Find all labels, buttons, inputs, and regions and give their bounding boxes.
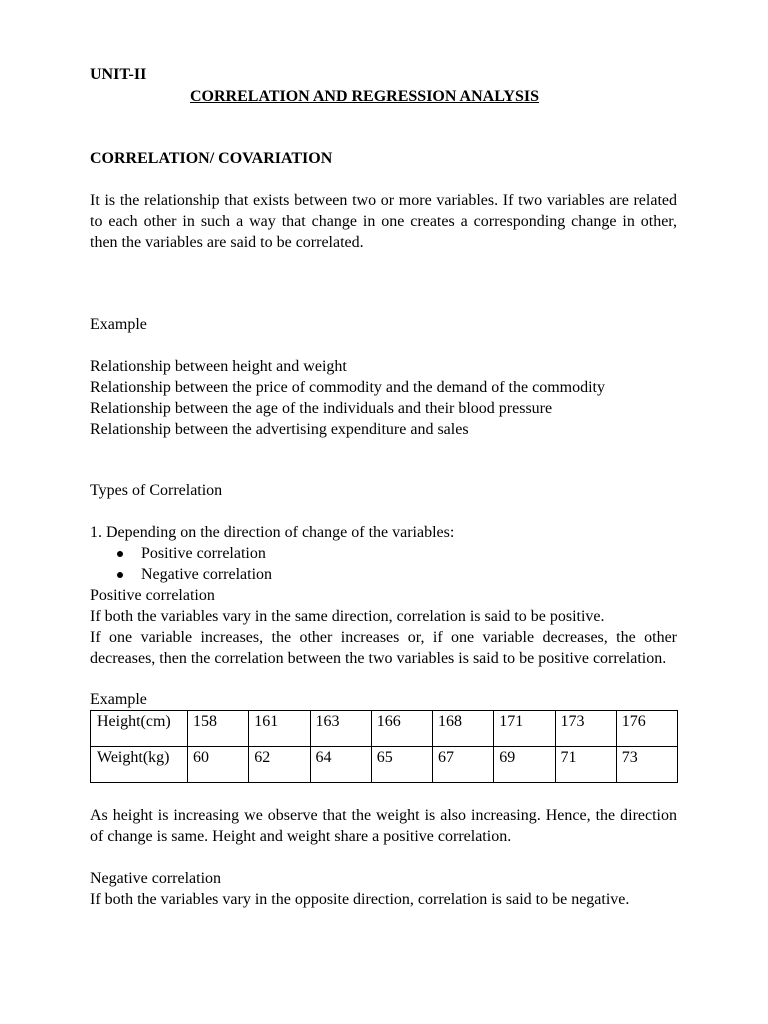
- table-row: [91, 747, 678, 783]
- table-cell: 166: [371, 711, 432, 747]
- example-item-3: Relationship between the age of the individuals and their blood pressure: [90, 400, 553, 417]
- negative-heading: Negative correlation: [90, 870, 222, 887]
- height-weight-table: [90, 710, 678, 783]
- negative-paragraph: If both the variables vary in the opposite direction, correlation is said to be negative.: [90, 891, 630, 908]
- table-cell: 69: [494, 747, 555, 783]
- correlation-type-list: [117, 543, 272, 585]
- bullet-icon: [117, 551, 123, 557]
- table-cell: 64: [310, 747, 371, 783]
- positive-definition: If both the variables vary in the same direction, correlation is said to be positive.: [90, 608, 605, 625]
- list-item: Positive correlation: [117, 543, 272, 564]
- positive-paragraph: If one variable increases, the other increases or, if one variable decreases, the other decreases, then the correlation between the two variables is said to be positive correlation.: [90, 629, 677, 667]
- types-heading: Types of Correlation: [90, 482, 223, 499]
- table-row-label: Weight(kg): [91, 747, 188, 783]
- unit-label: UNIT-II: [90, 66, 147, 83]
- table-row-label: Height(cm): [91, 711, 188, 747]
- table-cell: 67: [433, 747, 494, 783]
- table-cell: 158: [188, 711, 249, 747]
- table-cell: 62: [249, 747, 310, 783]
- table-cell: 65: [371, 747, 432, 783]
- table-cell: 60: [188, 747, 249, 783]
- example-item-2: Relationship between the price of commodity and the demand of the commodity: [90, 379, 605, 396]
- observation-paragraph: As height is increasing we observe that the weight is also increasing. Hence, the direction of change is same. Height and weight share a positive correlation.: [90, 807, 677, 845]
- table-cell: 71: [555, 747, 616, 783]
- table-cell: 163: [310, 711, 371, 747]
- table-row: [91, 711, 678, 747]
- example-item-4: Relationship between the advertising expenditure and sales: [90, 421, 469, 438]
- positive-example-label: Example: [90, 691, 147, 708]
- section-heading: CORRELATION/ COVARIATION: [90, 150, 333, 167]
- table-cell: 168: [433, 711, 494, 747]
- definition-paragraph: It is the relationship that exists between two or more variables. If two variables are related to each other in such a way that change in one creates a corresponding change in other, then the variables are said to be correlated.: [90, 192, 677, 251]
- table-cell: 176: [616, 711, 677, 747]
- document-title: CORRELATION AND REGRESSION ANALYSIS: [190, 88, 539, 105]
- direction-heading: 1. Depending on the direction of change of the variables:: [90, 524, 455, 541]
- bullet-icon: [117, 572, 123, 578]
- table-cell: 173: [555, 711, 616, 747]
- table-cell: 171: [494, 711, 555, 747]
- table-cell: 161: [249, 711, 310, 747]
- example-item-1: Relationship between height and weight: [90, 358, 347, 375]
- example-label: Example: [90, 316, 147, 333]
- positive-heading: Positive correlation: [90, 587, 215, 604]
- table-cell: 73: [616, 747, 677, 783]
- list-item: Negative correlation: [117, 564, 272, 585]
